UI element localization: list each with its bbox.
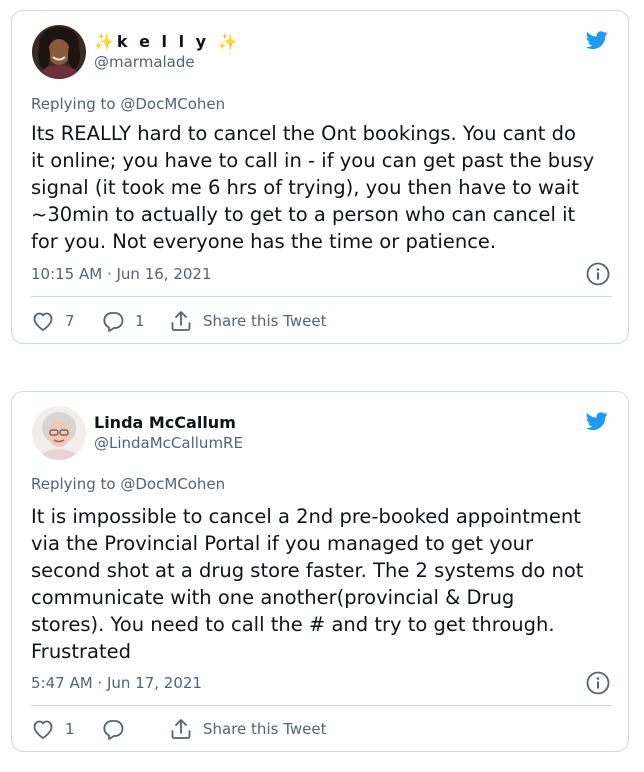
like-button[interactable] [31,309,101,333]
divider [31,296,612,297]
reply-count: 1 [135,312,145,330]
like-button[interactable] [31,717,101,741]
mention-link[interactable]: @DocMCohen [120,95,226,113]
reply-button[interactable] [101,309,169,333]
twitter-bird-icon[interactable] [584,410,610,432]
twitter-bird-icon[interactable] [584,29,610,51]
tweet-card[interactable] [11,10,629,344]
avatar[interactable] [32,25,86,79]
share-icon [169,309,193,333]
avatar[interactable] [32,406,86,460]
heart-icon [31,717,55,741]
share-label: Share this Tweet [203,720,327,738]
share-button[interactable] [169,717,326,741]
display-name[interactable]: ✨k e l l y ✨ [94,32,241,51]
like-count: 1 [65,720,75,738]
user-handle[interactable]: @LindaMcCallumRE [94,434,243,452]
reply-button[interactable] [101,717,169,741]
reply-bubble-icon [101,309,125,333]
tweet-card[interactable] [11,391,629,752]
reply-bubble-icon [101,717,125,741]
info-icon[interactable] [586,671,610,695]
divider [31,705,612,706]
mention-link[interactable]: @DocMCohen [120,475,226,493]
replying-prefix: Replying to [31,475,121,493]
tweet-timestamp[interactable]: 10:15 AM · Jun 16, 2021 [31,265,212,283]
tweet-header [32,406,243,460]
share-label: Share this Tweet [203,312,327,330]
tweet-text: Its REALLY hard to cancel the Ont bookings. You cant do it online; you have to call in - if you can get past the busy signal (it took me 6 hrs of trying), you then have to wait ~30min to actually to get to a person who can cancel it for you. Not everyone has the time or patience. [31,122,595,253]
user-handle[interactable]: @marmalade [94,53,195,71]
tweet-timestamp[interactable]: 5:47 AM · Jun 17, 2021 [31,674,202,692]
tweet-actions [31,307,326,335]
info-icon[interactable] [586,262,610,286]
tweet-actions [31,715,326,743]
share-button[interactable] [169,309,326,333]
heart-icon [31,309,55,333]
display-name[interactable]: Linda McCallum [94,413,236,432]
replying-to [31,95,225,113]
replying-to [31,475,225,493]
like-count: 7 [65,312,75,330]
share-icon [169,717,193,741]
tweet-text: It is impossible to cancel a 2nd pre-booked appointment via the Provincial Portal if you managed to get your second shot at a drug store faster. The 2 systems do not communicate with one another(provincial & Drug stores). You need to call the # and try to get through. Frustrated [31,505,584,663]
replying-prefix: Replying to [31,95,121,113]
tweet-header [32,25,241,79]
